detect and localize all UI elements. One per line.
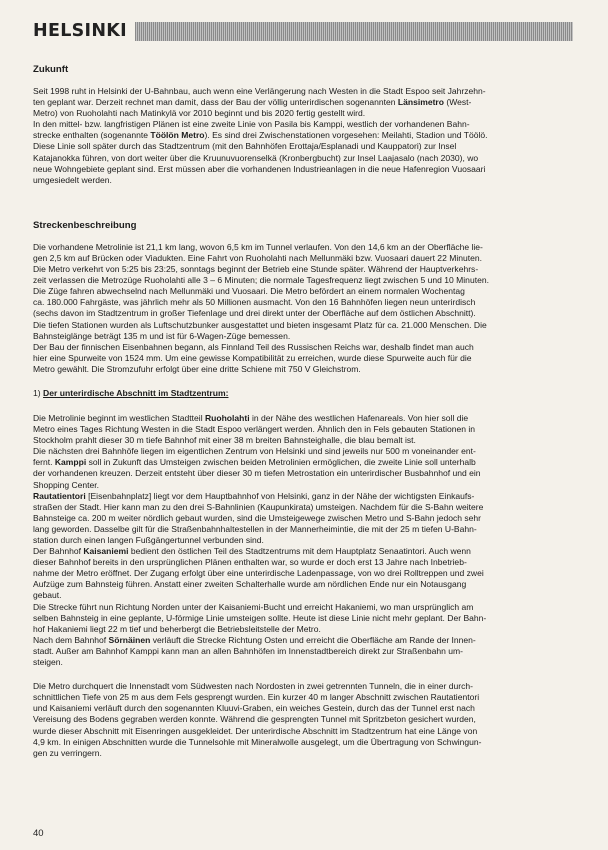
paragraph-abschnitt-1: Die Metrolinie beginnt im westlichen Stadtteil Ruoholahti in der Nähe des westlichen Hafenareals. Von hier soll die Metro eines Tages Richtung Westen in die Stadt Espoo verlängert werden. Ähnlich den in Fels gebauten Stationen in Stockholm prahlt dieser 30 m tiefe Bahnhof mit einer 38 m breiten Bahnsteighalle, die blau bemalt ist. Die nächsten drei Bahnhöfe liegen im eigentlichen Zentrum von Helsinki und sind jeweils nur 500 m voneinander ent- fernt. Kamppi soll in Zukunft das Umsteigen zwischen beiden Metrolinien ermöglichen, die zweite Linie soll unterhalb der vorhandenen kreuzen. Derzeit entsteht über dieser 30 m tiefen Metrostation ein unterirdischer Busbahnhof und ein Shopping Center. bbox=[33, 412, 481, 490]
heading-zukunft: Zukunft bbox=[33, 64, 69, 75]
header-rule-bar bbox=[135, 22, 573, 41]
paragraph-abschnitt-5: Nach dem Bahnhof Sörnäinen verläuft die Strecke Richtung Osten und erreicht die Oberfläche am Rande der Innen- stadt. Außer am Bahnhof Kamppi kann man an allen Bahnhöfen im Innenstadtbereich direkt zur Straßenbahn um- steigen. bbox=[33, 634, 476, 668]
page-header bbox=[33, 20, 573, 42]
paragraph-abschnitt-3: Der Bahnhof Kaisaniemi bedient den östlichen Teil des Stadtzentrums mit dem Hauptplatz Senaatintori. Auch wenn dieser Bahnhof bereits in den ursprünglichen Plänen enthalten war, so wurde er doch erst 13 Jahre nach Inbetrieb- nahme der Metro eröffnet. Der Zugang erfolgt über eine unterirdische Ladenpassage, von wo drei Rolltreppen und zwei Aufzüge zum Bahnsteig führen. Anstatt einer zweiten Schalterhalle wurde am nördlichen Ende nur ein Notausgang gebaut. bbox=[33, 546, 484, 601]
page-content bbox=[33, 64, 573, 759]
chapter-title: HELSINKI bbox=[33, 21, 127, 41]
term-kaisaniemi: Kaisaniemi bbox=[83, 546, 129, 557]
term-soernaeinen: Sörnäinen bbox=[108, 634, 151, 645]
heading-streckenbeschreibung: Streckenbeschreibung bbox=[33, 219, 137, 231]
paragraph-zukunft-2: In den mittel- bzw. langfristigen Plänen ist eine zweite Linie von Pasila bis Kamppi, westlich der vorhandenen Bahn- strecke enthalten (sogenannte Töölön Metro). Es sind drei Zwischenstationen vorgesehen: Meilahti, Stadion und Töölö. Diese Linie soll später durch das Stadtzentrum (mit den Bahnhöfen Erottaja/Esplanadi und Kauppatori) zur Insel Katajanokka führen, von dort weiter über die Kruunuvuorenselkä (Kronbergbucht) zur Insel Laajasalo (nach 2030), wo neue Wohngebiete geplant sind. Erst müssen aber die vorhandenen Industrieanlagen in die neue Hafenregion Vuosaari umgesiedelt werden. bbox=[33, 119, 488, 185]
subheading-unterirdischer-abschnitt: 1) Der unterirdische Abschnitt im Stadtzentrum: bbox=[33, 387, 229, 398]
page-number: 40 bbox=[33, 828, 44, 839]
paragraph-strecke-1: Die vorhandene Metrolinie ist 21,1 km lang, wovon 6,5 km im Tunnel verlaufen. Von den 14,6 km an der Oberfläche lie- gen 2,5 km auf Brücken oder Viadukten. Eine Fahrt von Ruoholahti nach Mellunmäki bzw. Vuosaari dauert 22 Minuten. Die Metro verkehrt von 5:25 bis 23:25, sonntags beginnt der Betrieb eine Stunde später. Während der Hauptverkehrs- zeit verlassen die Metrozüge Ruoholahti alle 3 – 6 Minuten; die normale Tagesfrequenz liegt zwischen 5 und 10 Minuten. Die Züge fahren abwechselnd nach Mellunmäki und Vuosaari. Die Metro befördert an einem normalen Wochentag ca. 180.000 Fahrgäste, was jährlich mehr als 50 Millionen ausmacht. Von den 16 Bahnhöfen liegen neun unterirdisch (sechs davon im Stadtzentrum in großer Tiefenlage und drei direkt unter der Oberfläche auf dem östlichen Abschnitt). Die tiefen Stationen wurden als Luftschutzbunker ausgestattet und bieten insgesamt Platz für ca. 21.000 Menschen. Die Bahnsteiglänge beträgt 135 m und ist für 6-Wagen-Züge bemessen. bbox=[33, 241, 489, 341]
term-ruoholahti: Ruoholahti bbox=[204, 412, 250, 423]
paragraph-abschnitt-4: Die Strecke führt nun Richtung Norden unter der Kaisaniemi-Bucht und erreicht Hakaniemi, wo man ursprünglich am selben Bahnsteig in eine geplante, U-förmige Linie umsteigen sollte. Heute ist diese Linie nicht mehr geplant. Der Bahn- hof Hakaniemi liegt 22 m tief und beherbergt die Betriebsleitstelle der Metro. bbox=[33, 601, 487, 634]
paragraph-abschnitt-6: Die Metro durchquert die Innenstadt vom Südwesten nach Nordosten in zwei getrennten Tunneln, die in einer durch- schnittlichen Tiefe von 25 m aus dem Fels gesprengt wurden. Ein kurzer 40 m langer Abschnitt zwischen Rautatientori und Kaisaniemi verläuft durch den sogenannten Kluuvi-Graben, ein weiches Gestein, durch das der Tunnel erst nach Vereisung des Bodens gegraben werden konnte. Während die gesprengten Tunnel mit Spritzbeton gesichert wurden, wurde dieser Abschnitt mit Eisenringen ausgekleidet. Der unterirdische Abschnitt im Stadtzentrum hat eine Länge von 4,9 km. In einigen Abschnitten wurde die Tunnelsohle mit Mineralwolle ausgelegt, um die Übertragung von Schwingun- gen zu verringern. bbox=[33, 681, 482, 758]
term-kamppi: Kamppi bbox=[54, 457, 87, 468]
paragraph-strecke-2: Der Bau der finnischen Eisenbahnen begann, als Finnland Teil des Russischen Reichs war, deshalb findet man auch hier eine Spurweite von 1524 mm. Um eine gewisse Kompatibilität zu erreichen, wurde diese Spurweite auch für die Metro gewählt. Die Stromzufuhr erfolgt über eine dritte Schiene mit 750 V Gleichstrom. bbox=[33, 341, 474, 374]
term-rautatientori: Rautatientori bbox=[33, 490, 86, 501]
paragraph-abschnitt-2: Rautatientori [Eisenbahnplatz] liegt vor dem Hauptbahnhof von Helsinki, ganz in der Nähe der wichtigsten Einkaufs- straßen der Stadt. Hier kann man zu den drei S-Bahnlinien (Kaupunkirata) umsteigen. Nachdem für die S-Bahn weitere Bahnsteige ca. 200 m weiter nördlich gebaut wurden, sind die Umsteigewege zwischen Metro und S-Bahn jedoch sehr lang geworden. Dasselbe gilt für die Straßenbahnhaltestellen in der Mannerheimintie, die mit der 25 m tiefen U-Bahn- station durch einen langen Fußgängertunnel verbunden sind. bbox=[33, 490, 484, 545]
paragraph-zukunft-1: Seit 1998 ruht in Helsinki der U-Bahnbau, auch wenn eine Verlängerung nach Westen in die Stadt Espoo seit Jahrzehn- ten geplant war. Derzeit rechnet man damit, dass der Bau der völlig unterirdischen sogenannten Länsimetro (West- Metro) von Ruoholahti nach Matinkylä vor 2010 beginnt und bis 2020 fertig gestellt wird. bbox=[33, 86, 486, 119]
term-laensimetro: Länsimetro bbox=[397, 97, 444, 108]
term-toeoeloen-metro: Töölön Metro bbox=[150, 130, 205, 141]
